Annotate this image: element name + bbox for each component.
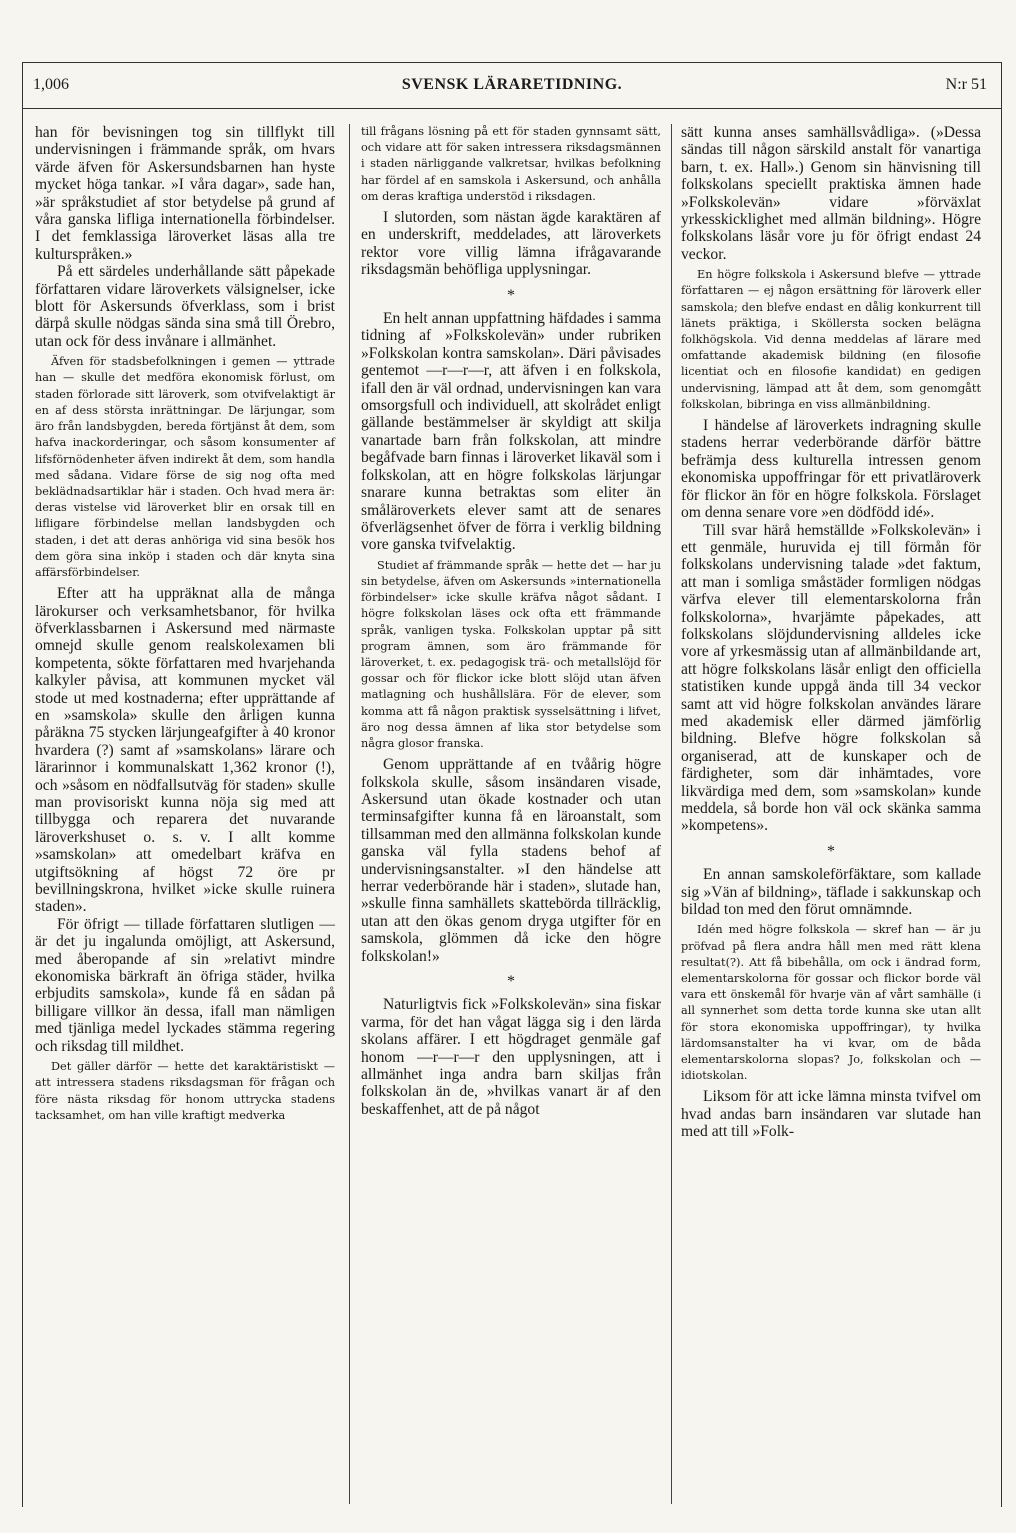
- section-separator-star: *: [507, 973, 515, 991]
- paragraph: Efter att ha uppräknat alla de många lärokurser och verksamhetsbanor, för hvilka öfverklassbarnen i Askersund med närmaste omnejd skulle genom realskolexamen bli kompetenta, sökte författaren med hvarjehanda kalkyler påvisa, att kommunen mycket väl stode ut med kostnaderna; efter upprättande af en »samskola» skulle den årligen kunna påräkna 75 stycken lärjungeafgifter à 40 kronor hvardera (?) samt af »samskolans» lärare och lärarinnor i kommunalskatt 1,362 kronor (!), och »såsom en nödfallsutväg för staden» skulle man provisoriskt kunna nöja sig med att tillbygga och reparera det nuvarande läroverkshuset o. s. v. I allt komme »samskolan» att omedelbart kräfva en utgiftsökning af högst 72 öre pr bevillningskrona, hvilket »icke skulle ruinera staden».: [35, 585, 335, 916]
- paragraph: sätt kunna anses samhällsvådliga». (»Dessa sändas till någon särskild anstalt för vanartiga barn, t. ex. Hall».) Genom sin hänvisning till folkskolans speciellt praktiska ämnen hade »Folkskolevän» vidare »förväxlat yrkesskicklighet med allmän bildning». Högre folkskolans läsår vore ju för öfrigt endast 24 veckor.: [681, 124, 981, 263]
- newspaper-page: [22, 62, 1002, 1507]
- paragraph: I slutorden, som nästan ägde karaktären af en underskrift, meddelades, att läroverkets rektor vore villig lämna ifrågavarande riksdagsmän behöfliga upplysningar.: [361, 209, 661, 279]
- paragraph: Naturligtvis fick »Folkskolevän» sina fiskar varma, för det han vågat lägga sig i den lärda skolans affärer. I ett högdraget genmäle gaf honom —r—r—r den upplysningen, att i allmänhet inga andra barn skiljas från folkskolan än de, »hvilkas vanart är af den beskaffenhet, att de på något: [361, 996, 661, 1118]
- paragraph: I händelse af läroverkets indragning skulle stadens herrar vederbörande därför bättre befrämja dess kulturella intressen genom ekonomiska uppoffringar för ett privatläroverk för flickor än för en högre folkskola. Förslaget om denna senare vore »en dödfödd idé».: [681, 417, 981, 522]
- paragraph: En annan samskoleförfäktare, som kallade sig »Vän af bildning», täflade i sakkunskap och bildad ton med den förut omnämnde.: [681, 866, 981, 919]
- column-2: [361, 124, 661, 1118]
- paragraph: För öfrigt — tillade författaren slutligen — är det ju ingalunda omöjligt, att Askersund, med åberopande af sin »relativt mindre ekonomiska bärkraft än öfriga städer, hvilka erbjudits samskola», kunde få en sådan på billigare villkor än dessa, ifall man nämligen med tjänliga medel lyckades stämma regering och riksdag till mildhet.: [35, 915, 335, 1055]
- section-separator-star: *: [507, 286, 515, 304]
- publication-title: SVENSK LÄRARETIDNING.: [401, 76, 623, 93]
- quoted-paragraph: Studiet af främmande språk — hette det — har ju sin betydelse, äfven om Askersunds »internationella förbindelser» icke skulle kräfva något sådant. I högre folkskolan läses ock ofta ett främmande språk, vanligen tyska. Folkskolan upptar på sitt program ämnen, som äro främmande för läroverket, t. ex. pedagogisk trä- och metallslöjd för gossar och för flickor icke blott slöjd utan äfven matlagning och hushållslära. För de elever, som komma att få någon praktisk sysselsättning i lifvet, äro nog dessa ämnen af lika stor betydelse som några glosor franska.: [361, 558, 661, 750]
- paragraph: han för bevisningen tog sin tillflykt till undervisningen i främmande språk, om hvars värde äfven för Askersundsbarnen han hyste mycket höga tankar. »I våra dagar», sade han, »är språkstudiet af stor betydelse på grund af våra ganska lifliga internationella förbindelser. I det femklassiga läroverket läsas alla tre kulturspråken.»: [35, 124, 335, 263]
- column-divider-1: [349, 124, 350, 1504]
- page-number: 1,006: [33, 76, 69, 93]
- header-rule: [23, 108, 1001, 109]
- section-separator-star: *: [827, 842, 835, 860]
- column-1: [35, 124, 335, 1128]
- quoted-paragraph: En högre folkskola i Askersund blefve — yttrade författaren — ej någon ersättning för läroverk eller samskola; den blefve endast en dålig konkurrent till länets präktiga, i Sköllersta socken belägna folkhögskola. Vid denna meddelas af lärare med omfattande akademisk bildning (en filosofie licentiat och en filosofie kandidat) en gedigen undervisning, lämpad att åt dem, som genomgått folkskolan, bibringa en viss allmänbildning.: [681, 268, 981, 411]
- paragraph: Till svar härå hemställde »Folkskolevän» i ett genmäle, huruvida ej till förmån för folkskolans undervisning talade »det faktum, att man i somliga småstäder formligen nödgas värfva elever till elementarskolorna från folkskolorna», hvarjämte påpekades, att folkskolans slöjdundervisning alldeles icke vore af yrkesmässig utan af allmänbildande art, att högre folkskolans läsår enligt den officiella statistiken kunde uppgå ända till 34 veckor samt att vid högre folkskolan användes lärare med akademisk eller därmed jämförlig bildning. Blefve högre folkskolan så organiserad, att de kunskaper och de färdigheter, som där inhämtades, vore likvärdiga med dem, som »samskolan» kunde meddela, så borde hon väl ock skänka samma »kompetens».: [681, 521, 981, 835]
- paragraph: Genom upprättande af en tvåårig högre folkskola skulle, såsom insändaren visade, Askersund utan ökade kostnader och utan terminsafgifter kunna få en läroanstalt, som tillsamman med den allmänna folkskolan kunde ganska väl fylla stadens behof af undervisningsanstalter. »I den händelse att herrar vederbörande här i staden», slutade han, »skulle finna samhällets skattebörda tillräcklig, utan att den ökas genom dryga utgifter för en samskola, glömmen då icke den högre folkskolan!»: [361, 756, 661, 965]
- quoted-paragraph: Äfven för stadsbefolkningen i gemen — yttrade han — skulle det medföra ekonomisk förlust, om staden förlorade sitt läroverk, som otvifvelaktigt är en af dess största inrättningar. De lärjungar, som äro från landsbygden, bereda förtjänst åt dem, som hafva inackorderingar, och såsom konsumenter af lifsförnödenheter äfven indirekt åt dem, som handla med sådana. Vidare förse de sig nog ofta med beklädnadsartiklar här i staden. Och hvad mera är: deras vistelse vid läroverket blir en orsak till en lifligare förbindelse mellan landsbygden och staden, i det att deras anhöriga vid sina besök hos dem göra sina inköp i staden och där knyta sina affärsförbindelser.: [35, 355, 335, 579]
- issue-number: N:r 51: [945, 76, 987, 93]
- top-rule: [23, 62, 1001, 63]
- quoted-paragraph: till frågans lösning på ett för staden gynnsamt sätt, och vidare att för saken intressera riksdagsmännen i staden närliggande valkretsar, hvilkas befolkning har fördel af en samskola i Askersund, och anhålla om deras kraftiga understöd i riksdagen.: [361, 125, 661, 203]
- quoted-paragraph: Det gäller därför — hette det karaktäristiskt — att intressera stadens riksdagsman för frågan och före nästa riksdag för honom uttrycka stadens tacksamhet, om han ville kraftigt medverka: [35, 1060, 335, 1122]
- column-3: [681, 124, 981, 1141]
- quoted-paragraph: Idén med högre folkskola — skref han — är ju pröfvad på flera andra håll men med rätt klena resultat(?). Att få bibehålla, om ock i ändrad form, elementarskolorna för gossar och flickor borde väl vara ett önskemål för hvarje vän af vårt samhälle (i all synnerhet som detta torde kunna ske utan allt för stora ekonomiska uppoffringar), ty hvilka lärdomsanstalter ha vi kvar, om de båda elementarskolorna slopas? Jo, folkskolan och — idiotskolan.: [681, 923, 981, 1083]
- paragraph: Liksom för att icke lämna minsta tvifvel om hvad andas barn insändaren var slutade han med att till »Folk-: [681, 1088, 981, 1141]
- page-header: [23, 62, 1001, 104]
- column-divider-2: [671, 124, 672, 1504]
- paragraph: En helt annan uppfattning häfdades i samma tidning af »Folkskolevän» under rubriken »Folkskolan kontra samskolan». Däri påvisades gentemot —r—r—r, att äfven i en folkskola, ifall den är väl ordnad, undervisningen kan vara omsorgsfull och individuell, att skolrådet enligt gällande bestämmelser är skyldigt att skilja vanartade barn från folkskolan, att mindre begåfvade barn finnas i läroverket likaväl som i folkskolan, att en högre folkskolas lärjungar snarare kunna betraktas som eliter än småläroverkets elever samt att de senares öfverlägsenhet öfver de förra i verklig bildning vore ganska tvifvelaktig.: [361, 310, 661, 554]
- paragraph: På ett särdeles underhållande sätt påpekade författaren vidare läroverkets välsignelser, icke blott för Askersunds öfverklass, som i brist därpå skulle nödgas sända sina små till Örebro, utan ock för dess invånare i allmänhet.: [35, 263, 335, 350]
